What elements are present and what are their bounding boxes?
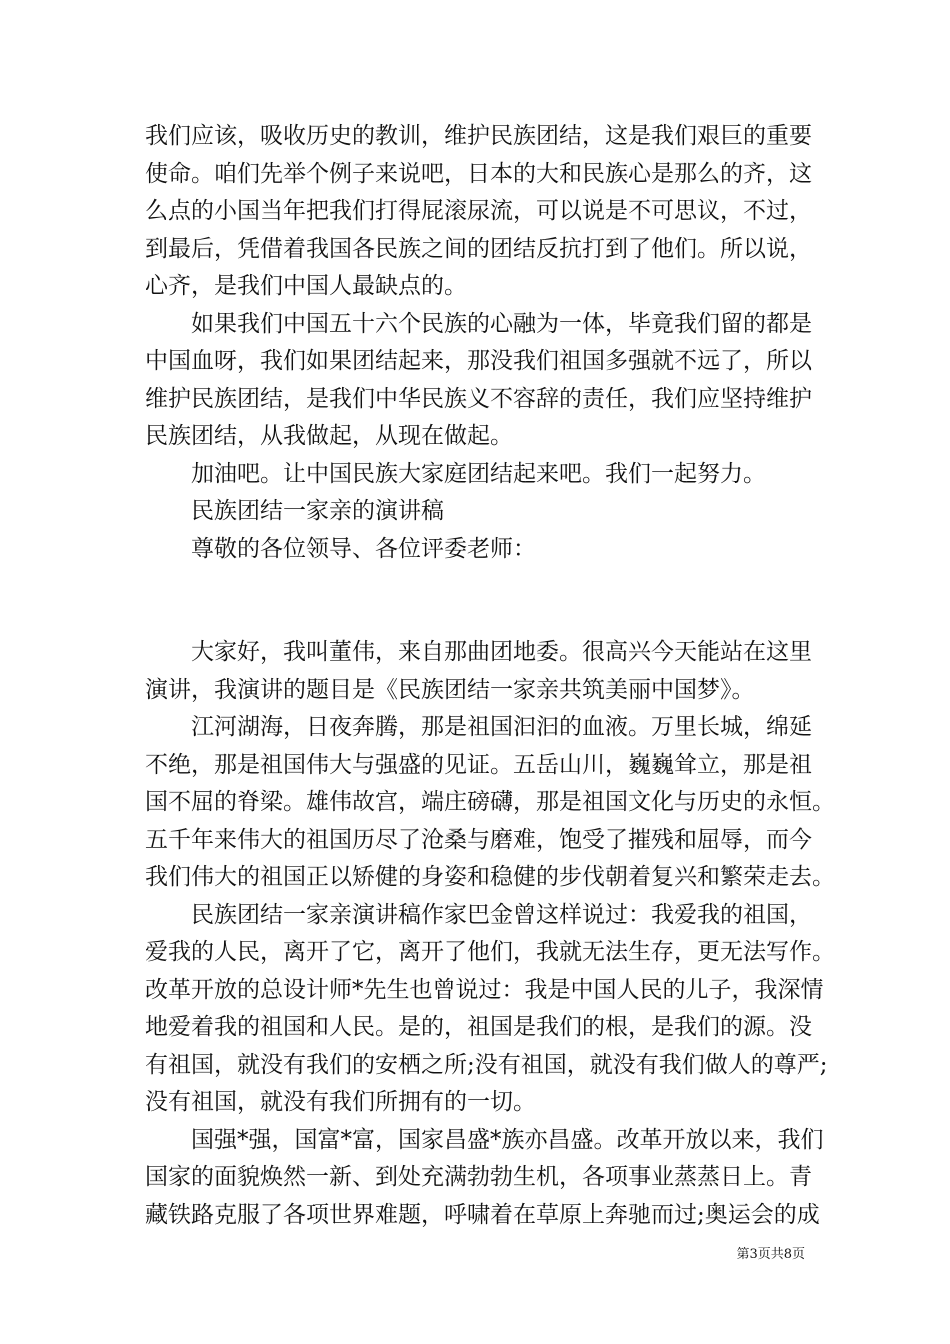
text-line: 么点的小国当年把我们打得屁滚尿流，可以说是不可思议，不过， (145, 198, 812, 224)
text-line: 地爱着我的祖国和人民。是的，祖国是我们的根，是我们的源。没 (145, 1014, 812, 1040)
text-line: 维护民族团结，是我们中华民族义不容辞的责任，我们应坚持维护 (145, 385, 812, 412)
text-line: 演讲，我演讲的题目是《民族团结一家亲共筑美丽中国梦》。 (145, 676, 755, 703)
paragraph-gap (145, 568, 810, 634)
page-number-footer: 第3页共8页 (736, 1247, 805, 1262)
text-line: 爱我的人民，离开了它，离开了他们，我就无法生存，更无法写作。 (145, 939, 835, 965)
text-line: 改革开放的总设计师*先生也曾说过：我是中国人民的儿子，我深情 (145, 976, 824, 1003)
text-line: 使命。咱们先举个例子来说吧，日本的大和民族心是那么的齐，这 (145, 160, 812, 187)
text-line: 没有祖国，就没有我们所拥有的一切。 (145, 1089, 536, 1115)
text-line: 藏铁路克服了各项世界难题，呼啸着在草原上奔驰而过;奥运会的成 (145, 1201, 820, 1228)
text-line: 心齐，是我们中国人最缺点的。 (145, 273, 467, 299)
text-line: 中国血呀，我们如果团结起来，那没我们祖国多强就不远了，所以 (145, 348, 812, 374)
text-line: 国不屈的脊梁。雄伟故宫，端庄磅礴，那是祖国文化与历史的永恒。 (145, 789, 835, 815)
text-line: 江河湖海，日夜奔腾，那是祖国汩汩的血液。万里长城，绵延 (145, 714, 812, 740)
text-line: 到最后，凭借着我国各民族之间的团结反抗打到了他们。所以说， (145, 235, 812, 262)
text-line: 大家好，我叫董伟，来自那曲团地委。很高兴今天能站在这里 (145, 639, 812, 665)
text-line: 加油吧。让中国民族大家庭团结起来吧。我们一起努力。 (145, 460, 766, 487)
text-line: 国家的面貌焕然一新、到处充满勃勃生机，各项事业蒸蒸日上。青 (145, 1164, 812, 1190)
text-line: 我们应该，吸收历史的教训，维护民族团结，这是我们艰巨的重要 (145, 123, 812, 149)
speech-title-line: 民族团结一家亲的演讲稿 (145, 498, 444, 524)
text-line: 五千年来伟大的祖国历尽了沧桑与磨难，饱受了摧残和屈辱，而今 (145, 826, 812, 853)
text-line: 我们伟大的祖国正以矫健的身姿和稳健的步伐朝着复兴和繁荣走去。 (145, 864, 835, 890)
salutation-line: 尊敬的各位领导、各位评委老师： (145, 535, 536, 562)
text-line: 国强*强，国富*富，国家昌盛*族亦昌盛。改革开放以来，我们 (145, 1126, 824, 1153)
text-line: 民族团结，从我做起，从现在做起。 (145, 423, 513, 449)
text-line: 如果我们中国五十六个民族的心融为一体，毕竟我们留的都是 (145, 310, 812, 337)
document-body (145, 118, 835, 1234)
text-line: 民族团结一家亲演讲稿作家巴金曾这样说过：我爱我的祖国， (145, 901, 812, 928)
text-line: 有祖国，就没有我们的安栖之所;没有祖国，就没有我们做人的尊严; (145, 1051, 828, 1078)
text-line: 不绝，那是祖国伟大与强盛的见证。五岳山川，巍巍耸立，那是祖 (145, 751, 812, 778)
